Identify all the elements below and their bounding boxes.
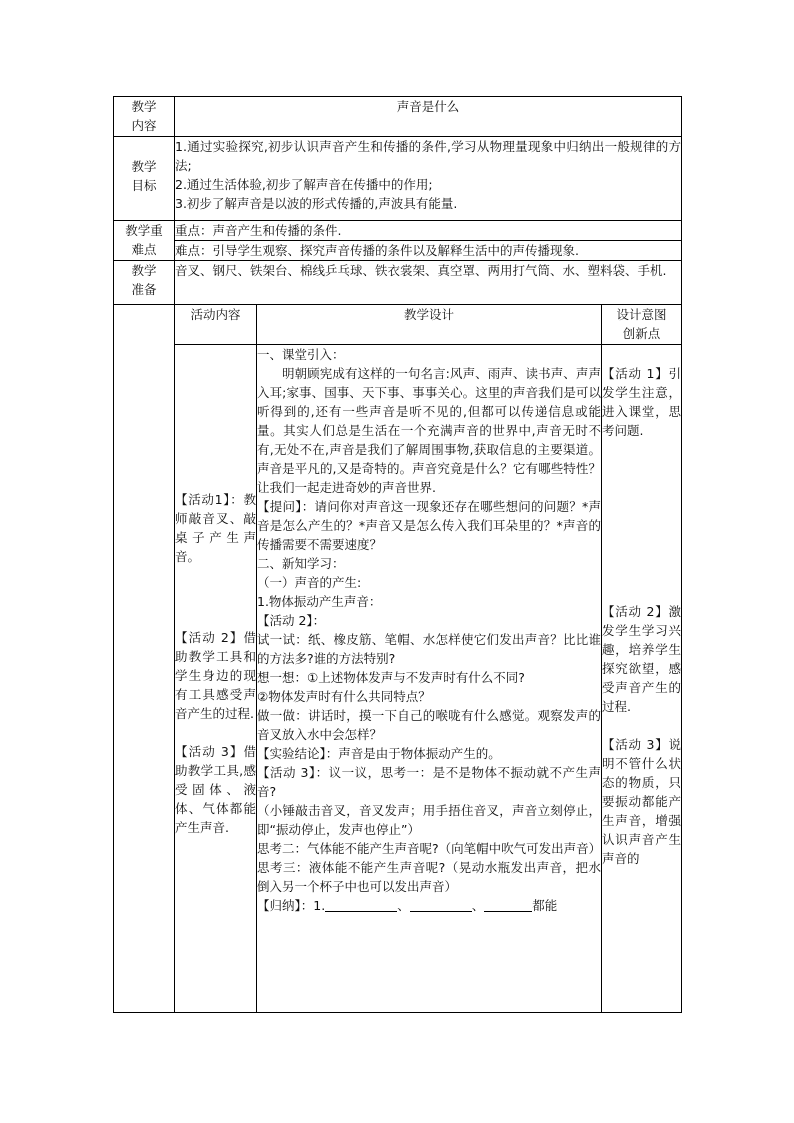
fill-blank: [325, 898, 397, 912]
activity-1: 【活动1】：教师敲音叉、敲桌子产生声音。: [175, 492, 256, 564]
activity-3-note: （小锤敲击音叉，音叉发声；用手捂住音叉，声音立刻停止，即“振动停止，发声也停止”）: [257, 803, 601, 837]
label-content: 教学 内容: [114, 97, 175, 137]
row-goals: [114, 137, 682, 221]
row-content: [114, 97, 682, 137]
label-prep: 教学 准备: [114, 261, 175, 305]
intro-title: 一、课堂引入：: [257, 347, 345, 362]
label-goals: 教学 目标: [114, 137, 175, 221]
experiment-conclusion: 【实验结论】：声音是由于物体振动产生的。: [257, 746, 501, 761]
think-2: ②物体发声时有什么共同特点？: [257, 689, 431, 704]
row-difficult: [114, 241, 682, 261]
intent-column: [602, 345, 682, 1013]
summary-line: 【归纳】：1. 、 、 都能: [257, 898, 558, 913]
row-prep: [114, 261, 682, 305]
try-it: 试一试：纸、橡皮筋、笔帽、水怎样使它们发出声音？比比谁的方法多?谁的方法特别?: [257, 632, 601, 666]
row-important: [114, 221, 682, 241]
lesson-title: 声音是什么: [175, 97, 682, 137]
lesson-plan-table: [113, 96, 682, 1013]
design-column: [257, 345, 602, 1013]
header-activity: 活动内容: [175, 305, 257, 345]
goals-list: [175, 137, 682, 221]
new-knowledge-title: 二、新知学习：: [257, 556, 345, 571]
intent-1: 【活动 1】引发学生注意，进入课堂，思考问题.: [602, 366, 681, 438]
think-liquid: 思考三：液体能不能产生声音呢?（晃动水瓶发出声音，把水倒入另一个杯子中也可以发出声音）: [257, 860, 601, 894]
empty-label-cell: [114, 305, 175, 1013]
label-keypoints: 教学重 难点: [114, 221, 175, 261]
intro-paragraph: 明朝顾宪成有这样的一句名言:风声、雨声、读书声、声声入耳;家事、国事、天下事、事事关心。这里的声音我们是可以听得到的,还有一些声音是听不见的,但都可以传递信息或能量。其实人们总是生活在一个充满声音的世界中,声音无时不有,无处不在,声音是我们了解周围事物,获取信息的主要渠道。声音是平凡的,又是奇特的。声音究竟是什么？它有哪些特性？让我们一起走进奇妙的声音世界.: [257, 366, 601, 495]
section-sound-production: （一）声音的产生:: [257, 575, 362, 590]
header-design: 教学设计: [257, 305, 602, 345]
important-point: 重点：声音产生和传播的条件.: [175, 221, 682, 241]
goal-item: 1.通过实验探究,初步认识声音产生和传播的条件,学习从物理量现象中归纳出一般规律的方法;: [175, 139, 681, 173]
prep-materials: 音叉、钢尺、铁架台、棉线乒乓球、铁衣裳架、真空罩、两用打气筒、水、塑料袋、手机.: [175, 261, 682, 305]
intent-3: 【活动 3】说明不管什么状态的物质，只要振动都能产生声音，增强认识声音产生声音的: [602, 737, 681, 866]
think-gas: 思考二：气体能不能产生声音呢?（向笔帽中吹气可发出声音）: [257, 841, 602, 856]
goal-item: 2.通过生活体验,初步了解声音在传播中的作用;: [175, 177, 433, 192]
question: 【提问】：请问你对声音这一现象还存在哪些想问的问题？*声音是怎么产生的？*声音又是怎么传入我们耳朵里的？*声音的传播需要不需要速度？: [257, 499, 601, 552]
activity-column: [175, 345, 257, 1013]
point-vibration: 1.物体振动产生声音：: [257, 594, 382, 609]
do-it: 做一做：讲话时，摸一下自己的喉咙有什么感觉。观察发声的音叉放入水中会怎样？: [257, 708, 601, 742]
header-intent: 设计意图 创新点: [602, 305, 682, 345]
think-1: 想一想：①上述物体发声与不发声时有什么不同?: [257, 670, 525, 685]
activity-2-label: 【活动 2】：: [257, 613, 326, 628]
activity-3-discussion: 【活动 3】：议一议，思考一：是不是物体不振动就不产生声音?: [257, 765, 601, 799]
row-body: [114, 345, 682, 1013]
goal-item: 3.初步了解声音是以波的形式传播的,声波具有能量.: [175, 196, 458, 211]
activity-2: 【活动 2】借助教学工具和学生身边的现有工具感受声音产生的过程.: [175, 630, 256, 721]
fill-blank: [410, 898, 472, 912]
activity-3: 【活动 3】借助教学工具,感受固体、液体、气体都能产生声音.: [175, 744, 256, 835]
row-headers: [114, 305, 682, 345]
intent-2: 【活动 2】激发学生学习兴趣，培养学生探究欲望，感受声音产生的过程.: [602, 604, 681, 714]
fill-blank: [484, 898, 532, 912]
difficult-point: 难点：引导学生观察、探究声音传播的条件以及解释生活中的声传播现象.: [175, 241, 682, 261]
